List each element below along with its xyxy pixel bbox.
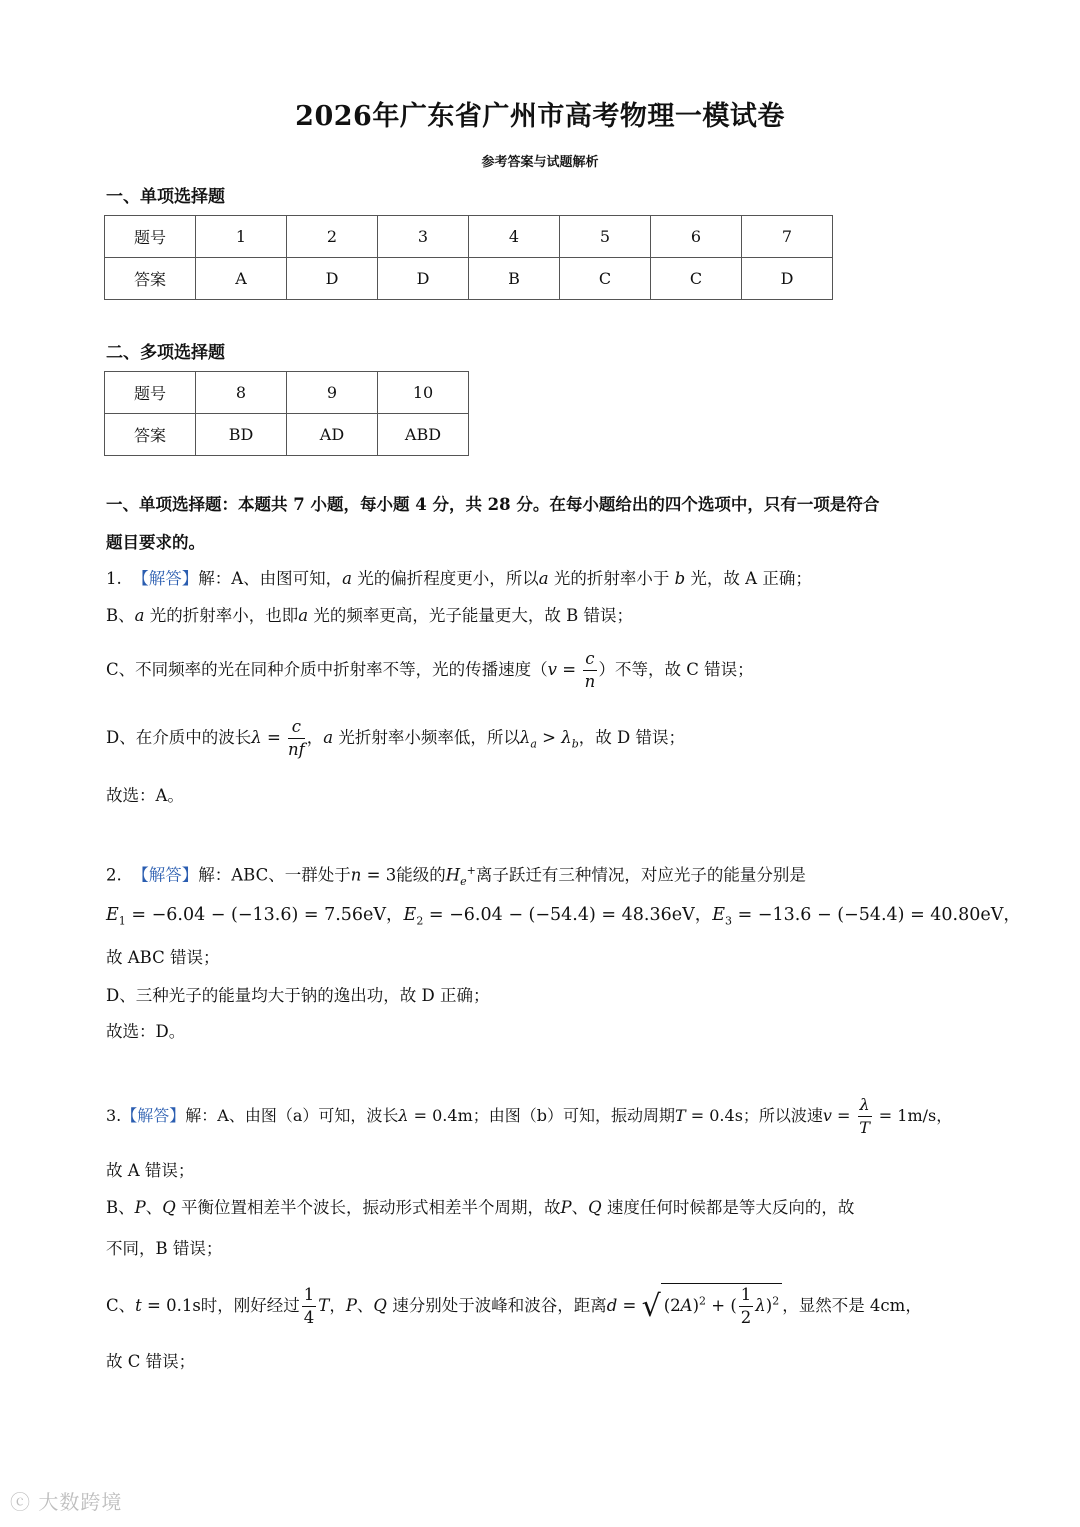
q2-text: 离子跃迁有三种情况，对应光子的能量分别是 (475, 865, 806, 885)
q2-energy-3: = −13.6 − (−54.4) = 40.80eV (737, 905, 1004, 925)
answer-cell: C (560, 258, 651, 300)
table-row (105, 216, 833, 258)
velocity-fraction: $\frac{c}{n}$ (584, 649, 596, 691)
q1-text: 光的折射率小，也即 (149, 606, 299, 625)
table-row (105, 372, 469, 414)
quarter-fraction: $\frac{1}{4}$ (303, 1285, 315, 1327)
section-single-choice: 一、单项选择题 (106, 187, 225, 207)
q3-number: 3. (106, 1106, 122, 1125)
answer-cell: D (287, 258, 378, 300)
page-subtitle: 参考答案与试题解析 (481, 155, 599, 170)
answer-cell: B (469, 258, 560, 300)
q1-text: 光折射率小频率低，所以 (338, 728, 520, 747)
q1-text: 光的偏折程度更小，所以 (357, 569, 539, 588)
question-number-cell: 9 (287, 372, 378, 414)
q1-text: 光，故 A 正确； (690, 569, 812, 588)
distance-formula: $(2A)^2$ + ( $\frac{1}{2}$ λ)$^2$ (661, 1283, 782, 1329)
question-number-cell: 6 (651, 216, 742, 258)
q3-text: 平衡位置相差半个波长，振动形式相差半个周期，故 (181, 1198, 561, 1217)
q1-line-d: D、在介质中的波长λ = $\frac{c}{nf}$ ，a 光折射率小频率低，所以$\lambda_a > \lambda_b$，故 D 错误； (106, 717, 685, 759)
answer-tag: 【解答】 (121, 1106, 186, 1125)
question-number-cell: 5 (560, 216, 651, 258)
q3-line-b2: 不同，B 错误； (106, 1239, 223, 1258)
table-header-cell: 答案 (105, 414, 196, 456)
table-header-cell: 题号 (105, 216, 196, 258)
answer-cell: C (651, 258, 742, 300)
answer-tag: 【解答】 (132, 865, 199, 885)
q3-text: = 0.4m (413, 1106, 473, 1125)
wave-speed-fraction: $\frac{\lambda}{T}$ (859, 1095, 870, 1137)
table-header-cell: 题号 (105, 372, 196, 414)
q1-line-a: 1. 【解答】解：A、由图可知，a 光的偏折程度更小，所以a 光的折射率小于 b 光，故 A 正确； (106, 569, 812, 588)
q1-text: ，故 D 错误； (578, 728, 685, 747)
q1-text: 光的频率更高，光子能量更大，故 B 错误； (313, 606, 633, 625)
page-title: 2026年广东省广州市高考物理一模试卷 (295, 101, 785, 132)
table-row (105, 258, 833, 300)
q2-line-abc: 故 ABC 错误； (106, 948, 220, 967)
q1-text: 光的折射率小于 (553, 569, 670, 588)
q2-number: 2. (106, 865, 122, 885)
q1-text: C、不同频率的光在同种介质中折射率不等，光的传播速度（ (106, 660, 548, 679)
q2-energy-1: = −6.04 − (−13.6) = 7.56eV (131, 905, 387, 925)
q2-text: 能级的 (396, 865, 446, 885)
q1-line-b: B、a 光的折射率小，也即a 光的频率更高，光子能量更大，故 B 错误； (106, 606, 633, 625)
table-header-cell: 答案 (105, 258, 196, 300)
single-choice-answer-table (104, 215, 833, 300)
wavelength-fraction: $\frac{c}{nf}$ (288, 717, 305, 759)
answer-cell: D (742, 258, 833, 300)
watermark (10, 1486, 122, 1515)
q3-line-a: 3.【解答】解：A、由图（a）可知，波长λ = 0.4m；由图（b）可知，振动周期T = 0.4s；所以波速v = $\frac{\lambda}{T}$ = 1m/s， (106, 1095, 953, 1137)
q2-line-d: D、三种光子的能量均大于钠的逸出功，故 D 正确； (106, 986, 490, 1005)
q3-text: = 1m/s (878, 1106, 937, 1125)
q1-number: 1. (106, 569, 122, 588)
section-intro-line1: 一、单项选择题：本题共 7 小题，每小题 4 分，共 28 分。在每小题给出的四个选项中，只有一项是符合 (106, 495, 880, 514)
q3-text: C、 (106, 1296, 136, 1315)
q1-conclusion: 故选：A。 (106, 786, 184, 805)
q2-conclusion: 故选：D。 (106, 1022, 186, 1041)
q3-text: 速分别处于波峰和波谷，距离 (392, 1296, 607, 1315)
section-multiple-choice: 二、多项选择题 (106, 343, 225, 363)
question-number-cell: 4 (469, 216, 560, 258)
multiple-choice-answer-table (104, 371, 469, 456)
question-number-cell: 10 (378, 372, 469, 414)
question-number-cell: 7 (742, 216, 833, 258)
table-row (105, 414, 469, 456)
answer-tag: 【解答】 (132, 569, 199, 588)
q2-line-a: 2. 【解答】解：ABC、一群处于n = 3能级的$H_e^+$离子跃迁有三种情况，对应光子的能量分别是 (106, 864, 806, 888)
watermark-text: 大数跨境 (38, 1490, 123, 1514)
q3-text: ，显然不是 4cm， (782, 1296, 922, 1315)
q1-text: D、在介质中的波长 (106, 728, 252, 747)
q2-text: 解：ABC、一群处于 (198, 865, 351, 885)
question-number-cell: 1 (196, 216, 287, 258)
q3-line-a-end: 故 A 错误； (106, 1161, 195, 1180)
q3-text: 解：A、由图（a）可知，波长 (185, 1106, 399, 1125)
q3-text: ；所以波速 (742, 1106, 823, 1125)
question-number-cell: 3 (378, 216, 469, 258)
answer-cell: AD (287, 414, 378, 456)
q1-text: 解：A、由图可知， (198, 569, 343, 588)
answer-cell: D (378, 258, 469, 300)
watermark-logo-icon: ⓒ (10, 1490, 31, 1514)
q3-text: ；由图（b）可知，振动周期 (472, 1106, 675, 1125)
q1-text: ）不等，故 C 错误； (598, 660, 754, 679)
q3-line-c: C、t = 0.1s时，刚好经过 $\frac{1}{4}$ T，P、Q 速分别处于波峰和波谷，距离d = √ $(2A)^2$ + ( $\frac{1}{2}$ λ)$^2$ ，显然不是 4cm， (106, 1285, 922, 1327)
q1-text: B、 (106, 606, 135, 625)
question-number-cell: 2 (287, 216, 378, 258)
answer-cell: ABD (378, 414, 469, 456)
question-number-cell: 8 (196, 372, 287, 414)
q3-line-b: B、P、Q 平衡位置相差半个波长，振动形式相差半个周期，故P、Q 速度任何时候都是等大反向的，故 (106, 1198, 855, 1217)
q3-line-c-end: 故 C 错误； (106, 1352, 196, 1371)
q3-text: B、 (106, 1198, 135, 1217)
q3-text: = 0.4s (690, 1106, 743, 1125)
answer-cell: A (196, 258, 287, 300)
q3-text: 速度任何时候都是等大反向的，故 (606, 1198, 855, 1217)
q1-line-c: C、不同频率的光在同种介质中折射率不等，光的传播速度（v = $\frac{c}{n}$ ）不等，故 C 错误； (106, 649, 754, 691)
q2-energy-line: $E_1 = -6.04 - (-13.6) = 7.56eV$，$E_2 = -6.04 - (-54.4) = 48.36eV$，$E_3 = -13.6 - (-54.4) = 40.80eV$， (106, 905, 1021, 928)
q2-energy-2: = −6.04 − (−54.4) = 48.36eV (428, 905, 695, 925)
section-intro-line2: 题目要求的。 (106, 533, 205, 552)
answer-cell: BD (196, 414, 287, 456)
q3-text: 时，刚好经过 (200, 1296, 300, 1315)
q3-text: = 0.1s (147, 1296, 201, 1315)
